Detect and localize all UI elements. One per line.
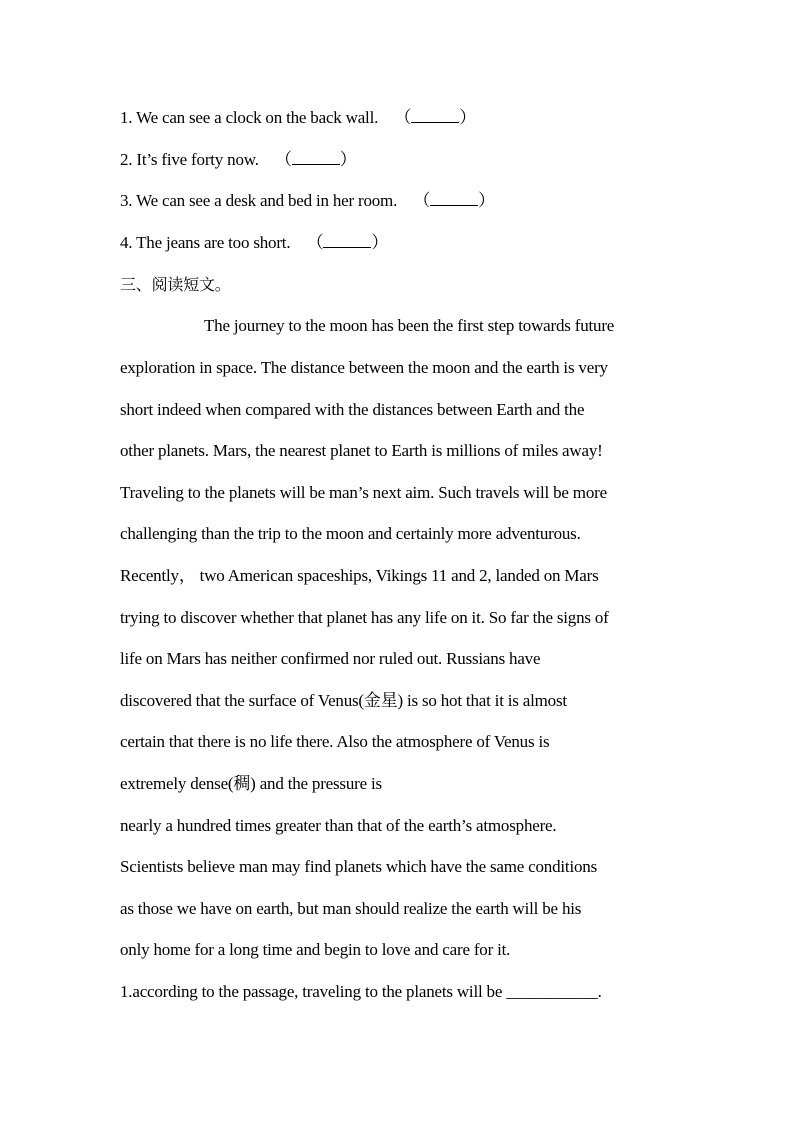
passage-line: trying to discover whether that planet has any life on it. So far the signs of: [120, 608, 609, 627]
tf-question-1: 1. We can see a clock on the back wall. （ ）: [120, 108, 476, 127]
tf-question-3: 3. We can see a desk and bed in her room. （ ）: [120, 191, 495, 210]
section-heading: 三、阅读短文。: [120, 275, 231, 294]
passage-line: Traveling to the planets will be man’s next aim. Such travels will be more: [120, 483, 607, 502]
passage-line: Scientists believe man may find planets which have the same conditions: [120, 857, 597, 876]
passage-line: life on Mars has neither confirmed nor ruled out. Russians have: [120, 649, 541, 668]
passage-line: nearly a hundred times greater than that of the earth’s atmosphere.: [120, 816, 557, 835]
passage-line: only home for a long time and begin to love and care for it.: [120, 940, 511, 959]
passage-line: other planets. Mars, the nearest planet to Earth is millions of miles away!: [120, 441, 603, 460]
comprehension-question-1: 1.according to the passage, traveling to the planets will be ___________.: [120, 982, 602, 1001]
answer-blank-4[interactable]: [323, 233, 371, 248]
passage-line: extremely dense(稠) and the pressure is: [120, 774, 382, 793]
passage-line: The journey to the moon has been the first step towards future: [204, 316, 615, 335]
answer-blank-3[interactable]: [430, 191, 478, 206]
passage-line: as those we have on earth, but man should realize the earth will be his: [120, 899, 582, 918]
passage-line: Recently， two American spaceships, Vikings 11 and 2, landed on Mars: [120, 566, 599, 585]
answer-blank-comprehension[interactable]: ___________.: [506, 982, 602, 1001]
answer-blank-1[interactable]: [411, 108, 459, 123]
passage-line: exploration in space. The distance between the moon and the earth is very: [120, 358, 608, 377]
passage-line: challenging than the trip to the moon and certainly more adventurous.: [120, 524, 581, 543]
answer-blank-2[interactable]: [292, 150, 340, 165]
tf-question-4: 4. The jeans are too short. （ ）: [120, 233, 389, 252]
tf-question-2: 2. It’s five forty now. （ ）: [120, 150, 357, 169]
passage-line: short indeed when compared with the distances between Earth and the: [120, 400, 585, 419]
passage-line: certain that there is no life there. Also the atmosphere of Venus is: [120, 732, 550, 751]
passage-line: discovered that the surface of Venus(金星) is so hot that it is almost: [120, 691, 567, 710]
